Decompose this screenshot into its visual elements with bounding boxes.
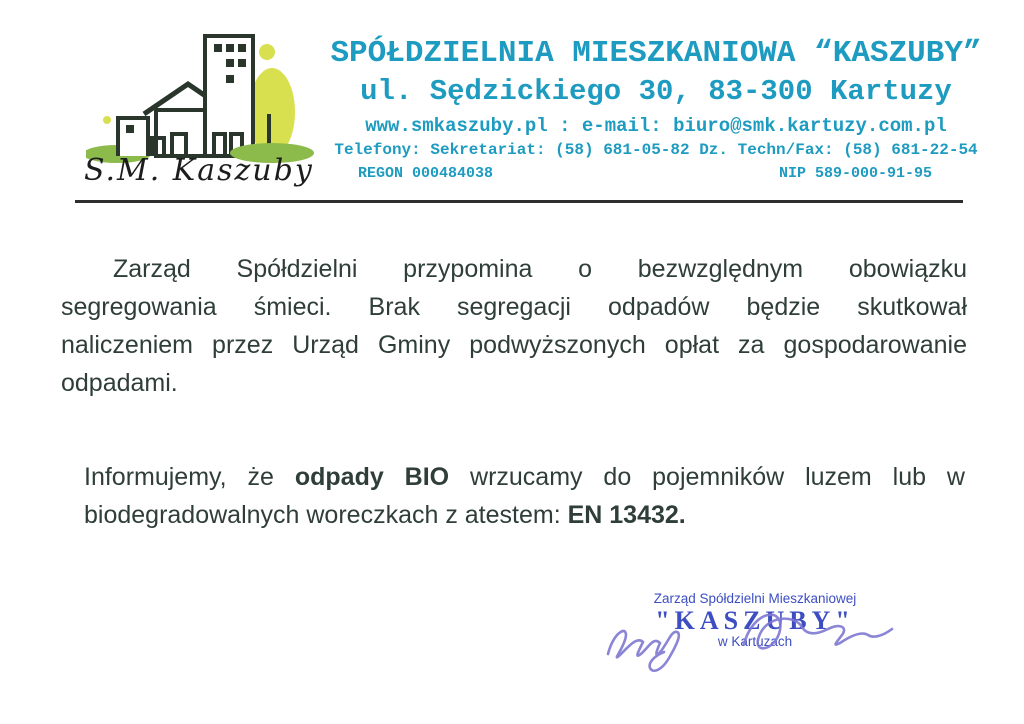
text-line	[84, 458, 965, 496]
text-segment-bold: EN 13432.	[567, 501, 686, 529]
text-line	[84, 496, 965, 534]
org-registry-ids	[300, 165, 1012, 183]
text-segment: biodegradowalnych woreczkach z atestem:	[84, 501, 568, 529]
logo-yellow-dot	[259, 44, 275, 60]
text-line: naliczeniem przez Urząd Gminy podwyższonych opłat za gospodarowanie	[61, 331, 967, 359]
header-divider	[75, 200, 963, 203]
paragraph-segregation-notice	[61, 250, 967, 402]
logo-left-window	[126, 125, 134, 133]
text-segment-bold: odpady BIO	[294, 463, 450, 491]
signature-stroke	[608, 615, 892, 671]
text-segment: wrzucamy do pojemników luzem lub w	[449, 463, 965, 491]
org-nip: NIP 589-000-91-95	[778, 165, 932, 182]
org-phones: Telefony: Sekretariat: (58) 681-05-82 Dz. Techn/Fax: (58) 681-22-54	[334, 141, 978, 159]
stamp-org-line: Zarząd Spółdzielni Mieszkaniowej	[653, 591, 857, 606]
logo-buildings-graphic	[86, 22, 318, 164]
text-line: segregowania śmieci. Brak segregacji odpadów będzie skutkował	[61, 293, 967, 321]
org-name: SPÓŁDZIELNIA MIESZKANIOWA “KASZUBY”	[330, 36, 982, 71]
logo-left-building	[118, 118, 148, 156]
handwritten-signature	[598, 594, 918, 674]
letterhead	[300, 36, 1012, 183]
logo-yellow-dot-small	[103, 116, 111, 124]
stamp-city-line: w Kartuzach	[717, 634, 793, 649]
org-web-email: www.smkaszuby.pl : e-mail: biuro@smk.kartuzy.com.pl	[365, 115, 947, 137]
logo-tree-blob	[249, 68, 295, 156]
logo-caption: S.M. Kaszuby	[84, 153, 314, 188]
stamp-name-line: "KASZUBY"	[655, 606, 855, 635]
org-regon: REGON 000484038	[358, 165, 494, 182]
text-line: odpadami.	[61, 369, 178, 397]
org-address: ul. Sędzickiego 30, 83-300 Kartuzy	[360, 75, 952, 108]
text-line: Zarząd Spółdzielni przypomina o bezwzględnym obowiązku	[113, 255, 967, 283]
paragraph-bio-waste-info	[84, 458, 965, 534]
text-segment: Informujemy, że	[84, 463, 295, 491]
